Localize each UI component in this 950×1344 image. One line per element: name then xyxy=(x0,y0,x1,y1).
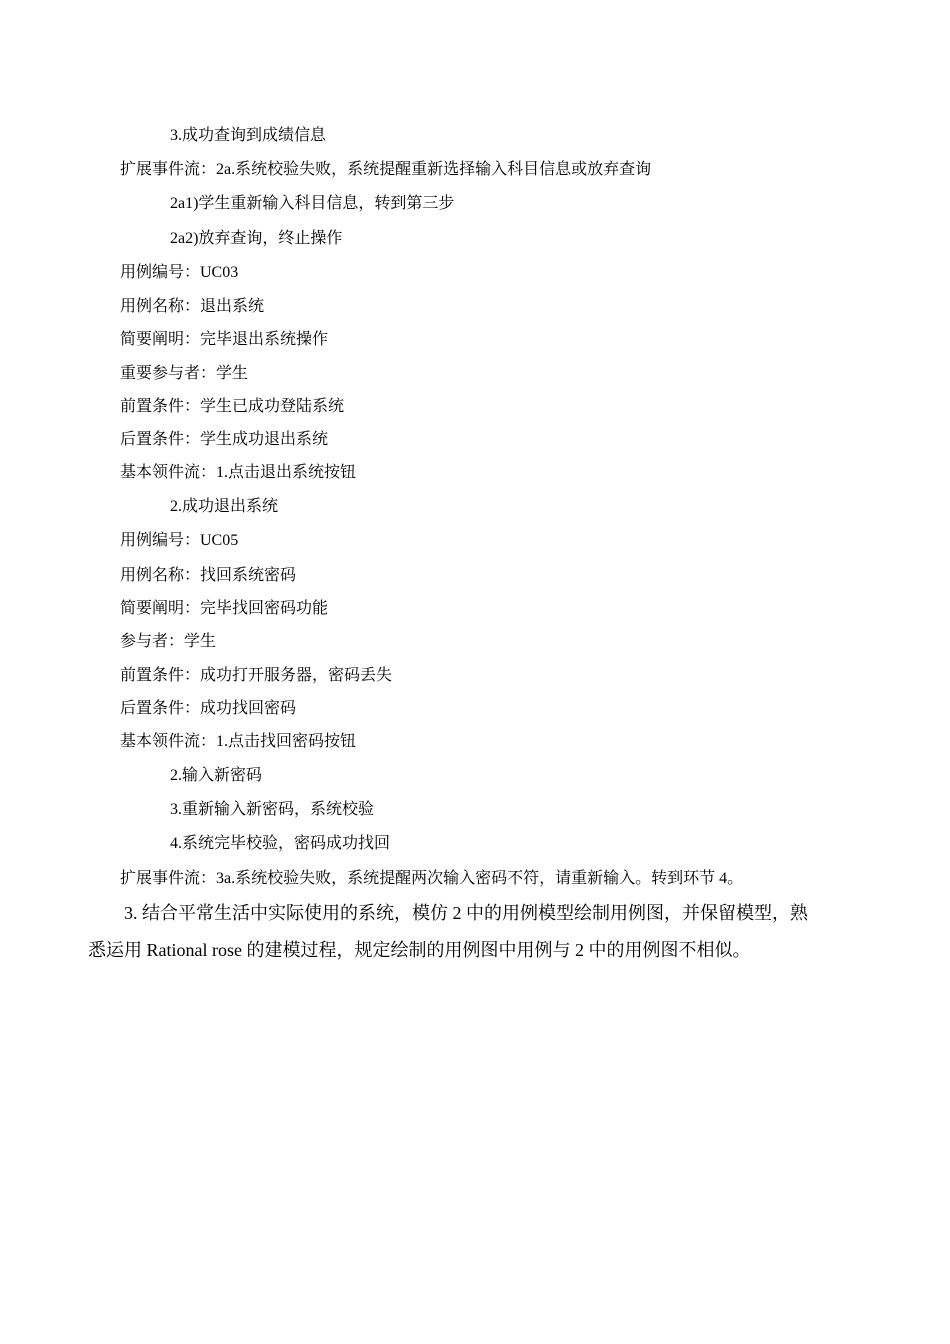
text-line: 扩展事件流：3a.系统校验失败，系统提醒两次输入密码不符，请重新输入。转到环节 4。 xyxy=(120,870,744,887)
text-line: 用例编号：UC05 xyxy=(120,532,239,549)
text-line: 用例编号：UC03 xyxy=(120,264,239,281)
text-line: 后置条件：学生成功退出系统 xyxy=(120,431,329,448)
text-line: 用例名称：找回系统密码 xyxy=(120,567,297,584)
text-line: 后置条件：成功找回密码 xyxy=(120,700,297,717)
text-line: 扩展事件流：2a.系统校验失败，系统提醒重新选择输入科目信息或放弃查询 xyxy=(120,161,652,178)
text-line: 2.输入新密码 xyxy=(170,767,263,784)
text-line: 参与者：学生 xyxy=(120,633,217,650)
task-paragraph-line-1: 3. 结合平常生活中实际使用的系统，模仿 2 中的用例模型绘制用例图，并保留模型，熟 xyxy=(124,903,808,923)
task-paragraph-line-2: 悉运用 Rational rose 的建模过程，规定绘制的用例图中用例与 2 中的用例图不相似。 xyxy=(88,940,751,960)
text-line: 3.成功查询到成绩信息 xyxy=(170,127,327,144)
text-line: 2a1)学生重新输入科目信息，转到第三步 xyxy=(170,195,455,212)
text-line: 2a2)放弃查询，终止操作 xyxy=(170,230,343,247)
text-line: 基本领件流：1.点击找回密码按钮 xyxy=(120,733,357,750)
text-line: 重要参与者：学生 xyxy=(120,365,249,382)
text-line: 4.系统完毕校验，密码成功找回 xyxy=(170,835,391,852)
text-line: 前置条件：学生已成功登陆系统 xyxy=(120,398,345,415)
text-line: 基本领件流：1.点击退出系统按钮 xyxy=(120,464,357,481)
text-line: 用例名称：退出系统 xyxy=(120,298,265,315)
text-line: 简要阐明：完毕找回密码功能 xyxy=(120,600,329,617)
text-line: 3.重新输入新密码，系统校验 xyxy=(170,801,375,818)
text-line: 2.成功退出系统 xyxy=(170,498,279,515)
text-line: 前置条件：成功打开服务器，密码丢失 xyxy=(120,667,393,684)
text-line: 简要阐明：完毕退出系统操作 xyxy=(120,331,329,348)
